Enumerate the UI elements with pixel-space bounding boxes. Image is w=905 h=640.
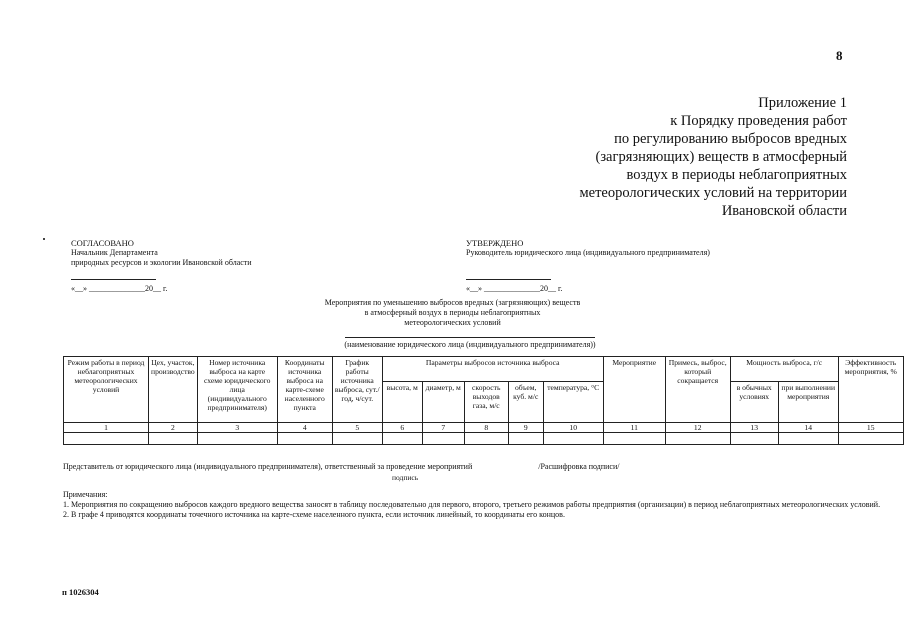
representative-line <box>63 462 619 471</box>
header-temperature: температура, °С <box>543 382 603 423</box>
header-normal: в обычных условиях <box>730 382 778 423</box>
title-line: Мероприятия по уменьшению выбросов вредных (загрязняющих) веществ <box>324 298 581 307</box>
column-number: 8 <box>464 423 508 433</box>
scan-mark <box>43 238 45 240</box>
approval-right-heading: УТВЕРЖДЕНО <box>466 238 524 248</box>
approval-right-block <box>466 238 710 294</box>
column-number: 6 <box>382 423 422 433</box>
header-source-number: Номер источника выброса на карте схеме юридического лица (индивидуального предпринимателя) <box>197 357 277 423</box>
org-name-caption: (наименование юридического лица (индивидуального предпринимателя)) <box>344 340 596 349</box>
column-number: 9 <box>508 423 543 433</box>
header-mode: Режим работы в период неблагоприятных метеорологических условий <box>64 357 149 423</box>
header-substance: Примесь, выброс, который сокращается <box>665 357 730 423</box>
title-line: в атмосферный воздух в периоды неблагоприятных <box>364 308 541 317</box>
note-item: 2. В графе 4 приводятся координаты точечного источника на карте-схеме населенного пункта, если источник линейный, то координаты его концов. <box>63 510 565 519</box>
approval-left-date: «__» ______________20__ г. <box>71 284 168 293</box>
approval-left-line2: природных ресурсов и экологии Ивановской области <box>71 258 252 267</box>
appendix-line: к Порядку проведения работ <box>670 113 847 129</box>
column-number: 5 <box>332 423 382 433</box>
approval-left-signature-line <box>71 271 156 280</box>
appendix-line: по регулированию выбросов вредных <box>614 131 847 147</box>
header-speed: скорость выходов газа, м/с <box>464 382 508 423</box>
approval-left-block <box>71 238 252 294</box>
appendix-heading <box>427 94 847 220</box>
column-number: 12 <box>665 423 730 433</box>
document-title <box>200 298 705 328</box>
measures-table <box>63 356 904 445</box>
representative-text: Представитель от юридического лица (индивидуального предпринимателя), ответственный за проведение мероприятий <box>63 462 473 471</box>
header-volume: объем, куб. м/с <box>508 382 543 423</box>
appendix-line: Приложение 1 <box>758 95 847 111</box>
column-number: 7 <box>422 423 464 433</box>
notes-block <box>63 490 898 520</box>
appendix-line: воздух в периоды неблагоприятных <box>626 167 847 183</box>
column-number: 11 <box>603 423 665 433</box>
header-measure: Мероприятие <box>603 357 665 423</box>
header-efficiency: Эффективность мероприятия, % <box>838 357 903 423</box>
column-number: 1 <box>64 423 149 433</box>
column-number-row <box>64 423 904 433</box>
title-line: метеорологических условий <box>404 318 501 327</box>
column-number: 3 <box>197 423 277 433</box>
table-header-row <box>64 357 904 382</box>
header-power-group: Мощность выброса, г/с <box>730 357 838 382</box>
column-number: 14 <box>778 423 838 433</box>
org-name-line <box>345 336 595 338</box>
page-number: 8 <box>836 48 843 63</box>
notes-heading: Примечания: <box>63 490 108 499</box>
appendix-line: метеорологических условий на территории <box>579 185 847 201</box>
document-serial-number: п 1026304 <box>62 587 99 597</box>
header-height: высота, м <box>382 382 422 423</box>
header-schedule: График работы источника выброса, сут./год, ч/сут. <box>332 357 382 423</box>
signature-caption: подпись <box>392 473 419 482</box>
appendix-line: (загрязняющих) веществ в атмосферный <box>595 149 847 165</box>
header-params-group: Параметры выбросов источника выброса <box>382 357 603 382</box>
column-number: 2 <box>149 423 198 433</box>
approval-right-line1: Руководитель юридического лица (индивидуального предпринимателя) <box>466 248 710 257</box>
header-shop: Цех, участок, производство <box>149 357 198 423</box>
signature-decoding-label: /Расшифровка подписи/ <box>538 462 620 471</box>
column-number: 4 <box>277 423 332 433</box>
header-diameter: диаметр, м <box>422 382 464 423</box>
column-number: 10 <box>543 423 603 433</box>
appendix-line: Ивановской области <box>721 203 847 219</box>
note-item: 1. Мероприятия по сокращению выбросов каждого вредного вещества заносят в таблицу последовательно для первого, второго, третьего режимов работы предприятия (организации) в период неблагоприятных метеорологических условий. <box>63 500 881 509</box>
header-coordinates: Координаты источника выброса на карте-схеме населенного пункта <box>277 357 332 423</box>
column-number: 15 <box>838 423 903 433</box>
approval-right-signature-line <box>466 271 551 280</box>
approval-right-date: «__» ______________20__ г. <box>466 284 563 293</box>
column-number: 13 <box>730 423 778 433</box>
approval-left-line1: Начальник Департамента <box>71 248 158 257</box>
header-during: при выполнении мероприятия <box>778 382 838 423</box>
approval-left-heading: СОГЛАСОВАНО <box>71 238 134 248</box>
empty-data-row <box>64 433 904 445</box>
